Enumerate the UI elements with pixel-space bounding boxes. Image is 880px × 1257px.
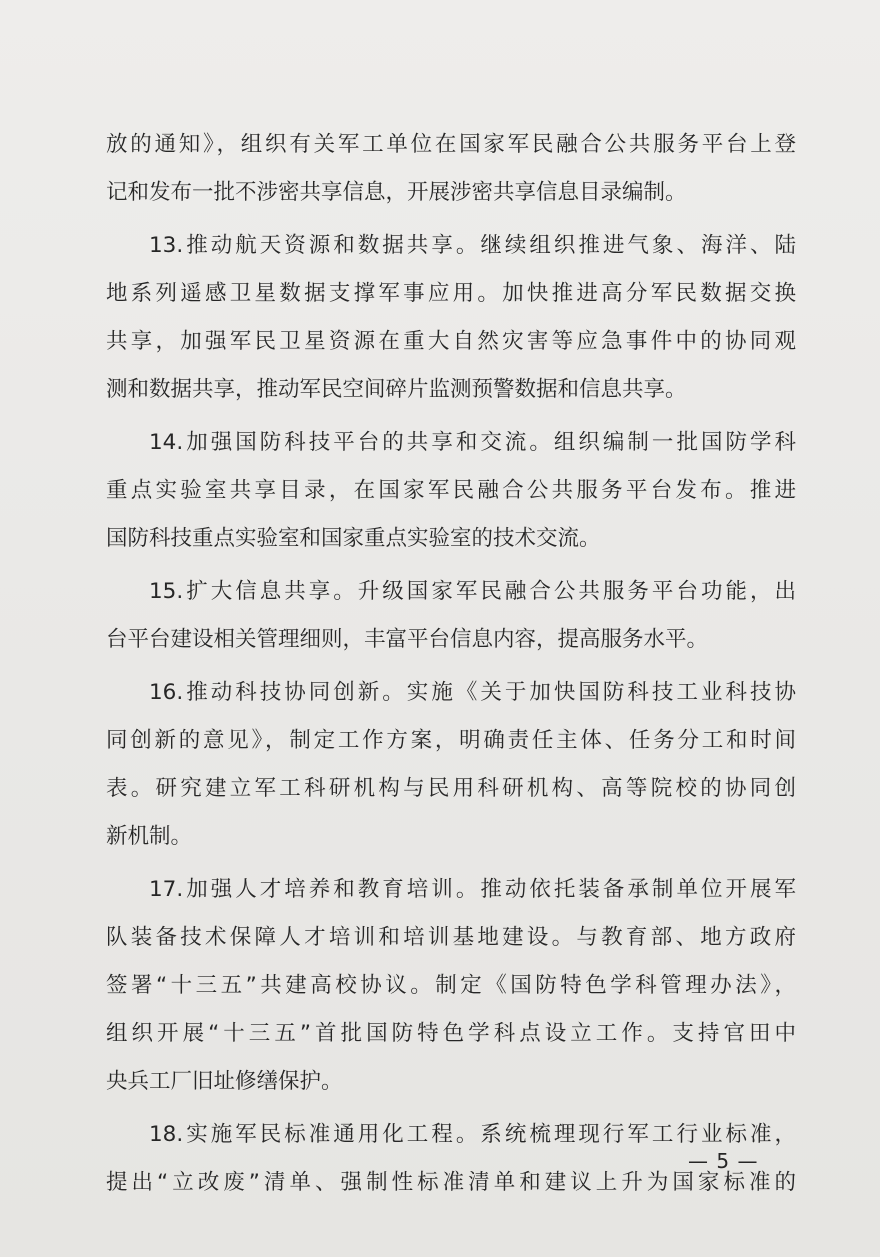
paragraph-14 [106,419,796,563]
text-line: 15.扩大信息共享。升级国家军民融合公共服务平台功能，出 [149,579,796,604]
text-line: 放的通知》，组织有关军工单位在国家军民融合公共服务平台上登 [106,132,796,157]
text-line: 记和发布一批不涉密共享信息，开展涉密共享信息目录编制。 [106,180,687,205]
paragraph-15 [106,568,796,664]
text-line: 队装备技术保障人才培训和培训基地建设。与教育部、地方政府 [106,925,796,950]
text-line: 17.加强人才培养和教育培训。推动依托装备承制单位开展军 [149,877,796,902]
text-line: 13.推动航天资源和数据共享。继续组织推进气象、海洋、陆 [149,233,796,258]
text-line: 16.推动科技协同创新。实施《关于加快国防科技工业科技协 [149,680,796,705]
text-line: 共享，加强军民卫星资源在重大自然灾害等应急事件中的协同观 [106,329,796,354]
text-line: 央兵工厂旧址修缮保护。 [106,1069,343,1094]
text-line: 14.加强国防科技平台的共享和交流。组织编制一批国防学科 [149,430,796,455]
text-line: 测和数据共享，推动军民空间碎片监测预警数据和信息共享。 [106,377,687,402]
paragraph-13 [106,222,796,414]
text-line: 表。研究建立军工科研机构与民用科研机构、高等院校的协同创 [106,776,796,801]
text-line: 18.实施军民标准通用化工程。系统梳理现行军工行业标准， [149,1122,796,1147]
text-line: 地系列遥感卫星数据支撑军事应用。加快推进高分军民数据交换 [106,281,796,306]
paragraph-16 [106,669,796,861]
text-line: 新机制。 [106,824,193,849]
paragraph-17 [106,866,796,1106]
text-line: 国防科技重点实验室和国家重点实验室的技术交流。 [106,526,601,551]
text-line: 重点实验室共享目录，在国家军民融合公共服务平台发布。推进 [106,478,796,503]
paragraph-12-continuation [106,121,796,217]
document-body [106,121,796,1212]
text-line: 签署“十三五”共建高校协议。制定《国防特色学科管理办法》， [106,973,796,998]
text-line: 提出“立改废”清单、强制性标准清单和建议上升为国家标准的 [106,1170,796,1195]
text-line: 台平台建设相关管理细则，丰富平台信息内容，提高服务水平。 [106,627,709,652]
text-line: 同创新的意见》，制定工作方案，明确责任主体、任务分工和时间 [106,728,796,753]
text-line: 组织开展“十三五”首批国防特色学科点设立工作。支持官田中 [106,1021,796,1046]
page-number: — 5 — [688,1149,759,1173]
